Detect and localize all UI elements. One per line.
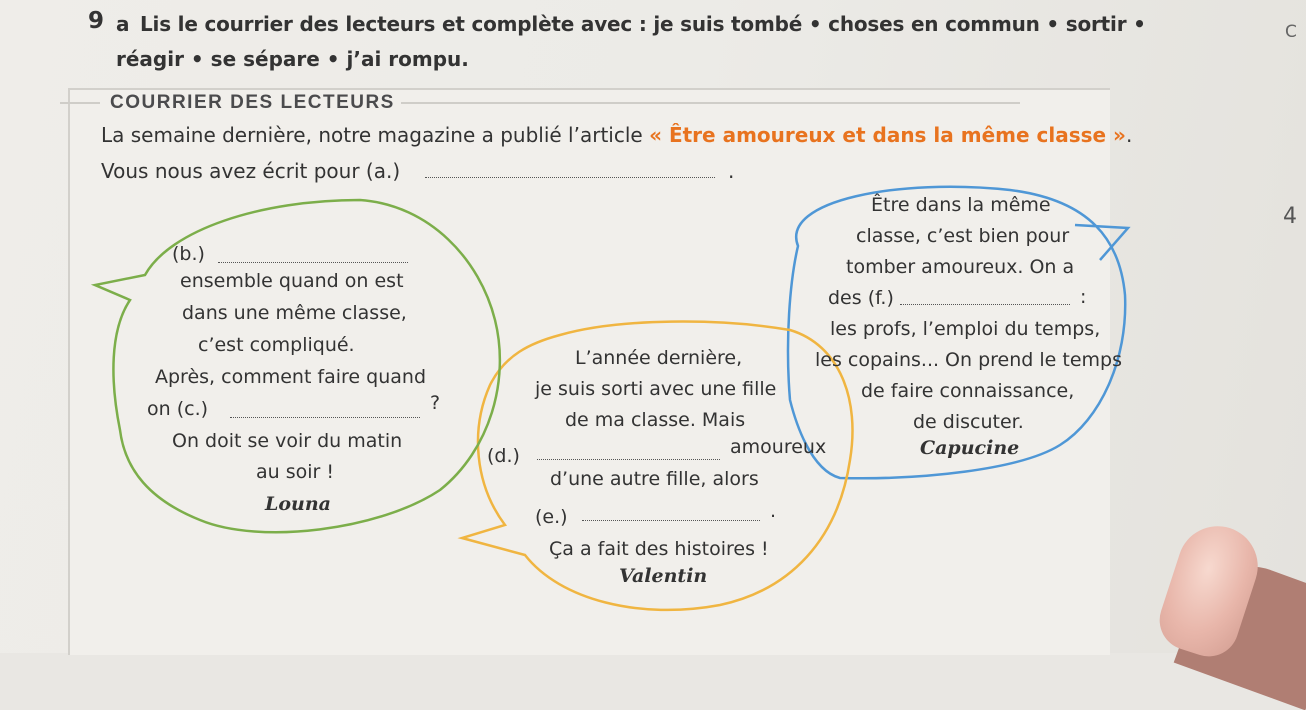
article-title: « Être amoureux et dans la même classe » [649, 123, 1126, 147]
louna-line-8: au soir ! [256, 461, 334, 483]
louna-signature: Louna [265, 493, 331, 515]
louna-line-7: On doit se voir du matin [172, 430, 403, 452]
louna-question-mark: ? [430, 392, 441, 414]
exercise-number: 9 [88, 8, 105, 34]
valentin-line-2: je suis sorti avec une fille [535, 378, 777, 400]
louna-line-4: c’est compliqué. [198, 334, 355, 356]
valentin-period: . [770, 500, 777, 522]
valentin-line-6: d’une autre fille, alors [550, 468, 759, 490]
louna-b: (b.) [172, 243, 205, 265]
intro-period: . [1125, 123, 1133, 147]
blank-d [537, 459, 720, 460]
blank-f [900, 304, 1070, 305]
valentin-d: (d.) [487, 445, 520, 467]
instruction-line-2: réagir • se sépare • j’ai rompu. [116, 47, 469, 71]
intro-line-2: Vous nous avez écrit pour (a.) [101, 159, 401, 183]
louna-c: on (c.) [147, 398, 209, 420]
valentin-signature: Valentin [619, 565, 708, 587]
louna-line-5: Après, comment faire quand [155, 366, 427, 388]
blank-e [582, 520, 760, 521]
capucine-line-1: Être dans la même [871, 194, 1051, 216]
margin-mark-c: C [1285, 22, 1297, 42]
capucine-signature: Capucine [920, 437, 1020, 459]
louna-line-3: dans une même classe, [182, 302, 407, 324]
valentin-line-9: Ça a fait des histoires ! [549, 538, 769, 560]
capucine-line-6: les profs, l’emploi du temps, [830, 318, 1101, 340]
capucine-line-8: de faire connaissance, [861, 380, 1075, 402]
blank-b [218, 262, 408, 263]
valentin-line-3: de ma classe. Mais [565, 409, 746, 431]
capucine-line-2: classe, c’est bien pour [856, 225, 1070, 247]
capucine-line-3: tomber amoureux. On a [846, 256, 1075, 278]
intro-text: La semaine dernière, notre magazine a publié l’article [101, 123, 650, 147]
louna-line-2: ensemble quand on est [180, 270, 404, 292]
valentin-e: (e.) [535, 506, 568, 528]
exercise-letter: a [116, 12, 130, 36]
valentin-amoureux: amoureux [730, 436, 827, 458]
margin-mark-4: 4 [1283, 204, 1297, 229]
valentin-line-1: L’année dernière, [575, 347, 743, 369]
capucine-f: des (f.) [828, 287, 894, 309]
capucine-line-9: de discuter. [913, 411, 1024, 433]
section-title: COURRIER DES LECTEURS [104, 92, 401, 114]
intro-line-2-end: . [728, 159, 735, 183]
capucine-line-7: les copains... On prend le temps [815, 349, 1122, 371]
instruction-line-1: Lis le courrier des lecteurs et complète avec : je suis tombé • choses en commun • sortir • [140, 12, 1146, 36]
blank-c [230, 417, 420, 418]
capucine-colon: : [1080, 286, 1087, 308]
